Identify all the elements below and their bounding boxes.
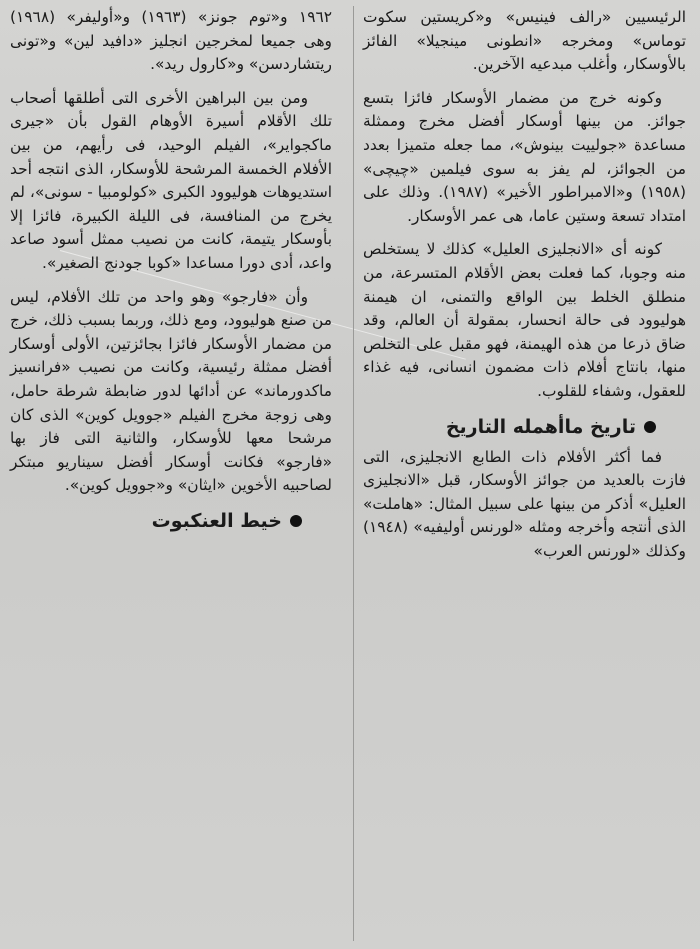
right-column bbox=[363, 6, 686, 573]
left-paragraph-1: ١٩٦٢ و«توم جونز» (١٩٦٣) و«أوليفر» (١٩٦٨) وهى جميعا لمخرجين انجليز «دافيد لين» و«تونى ريتشاردسن» و«كارول ريد». bbox=[10, 8, 332, 74]
column-divider bbox=[353, 6, 354, 941]
section-heading-history-text: تاريخ ماأهمله التاريخ bbox=[445, 415, 636, 438]
right-paragraph-3: كونه أى «الانجليزى العليل» كذلك لا يستخلص منه وجوبا، كما فعلت بعض الأقلام المتسرعة، من منطلق الخلط بين الواقع والتمنى، ان هيمنة هوليوود فى حالة انحسار، بمقولة أن العالم، وقد ضاق ذرعا من هذه الهيمنة، فهو مقبل على التخلص منها، بانتاج أفلام ذات مضمون انسانى، فيه غذاء للعقول، وشفاء للقلوب. bbox=[363, 240, 686, 400]
bullet-icon bbox=[644, 421, 656, 433]
right-paragraph-4: فما أكثر الأفلام ذات الطابع الانجليزى، التى فازت بالعديد من جوائز الأوسكار، قبل «الانجليزى العليل» أذكر من بينها على سبيل المثال: «هاملت» الذى أنتجه وأخرجه ومثله «لورنس أوليفيه» (١٩٤٨) وكذلك «لورنس العرب» bbox=[363, 447, 686, 560]
section-heading-history bbox=[363, 414, 686, 440]
section-heading-spider bbox=[10, 508, 332, 534]
left-paragraph-2: ومن بين البراهين الأخرى التى أطلقها أصحاب تلك الأقلام أسيرة الأوهام القول بأن «جيرى ماكجواير»، الفيلم الوحيد، فى رأيهم، من بين الأفلام الخمسة المرشحة للأوسكار، الذى انتجه أحد استديوهات هوليوود الكبرى «كولومبيا - سونى»، لم يخرج من المنافسة، فى الليلة الكبيرة، فائزا إلا بأوسكار يتيمة، كانت من نصيب ممثل أسود صاعد واعد، أدى دورا مساعدا «كوبا جودنج الصغير». bbox=[10, 88, 332, 272]
bullet-icon bbox=[290, 515, 302, 527]
left-paragraph-3: وأن «فارجو» وهو واحد من تلك الأفلام، ليس من صنع هوليوود، ومع ذلك، وربما بسبب ذلك، خرج من مضمار الأوسكار فائزا بجائزتين، الأولى أوسكار أفضل ممثلة رئيسية، وكانت من نصيب «فرانسيز ماكدورماند» عن أدائها لدور ضابطة شرطة حامل، وهى زوجة مخرج الفيلم «جوويل كوين» الذى كان مرشحا معها للأوسكار، والثانية التى فاز بها «فارجو» فكانت أوسكار أفضل سيناريو مبتكر لصاحبيه الأخوين «ايثان» و«جوويل كوين». bbox=[10, 287, 332, 495]
section-heading-spider-text: خيط العنكبوت bbox=[151, 509, 282, 532]
right-paragraph-1: الرئيسيين «رالف فينيس» و«كريستين سكوت توماس» ومخرجه «انطونى مينجيلا» الفائز بالأوسكار، وأغلب مبدعيه الآخرين. bbox=[363, 8, 686, 74]
left-column bbox=[10, 6, 332, 540]
right-paragraph-2: وكونه خرج من مضمار الأوسكار فائزا بتسع جوائز. من بينها أوسكار أفضل مخرج وممثلة مساعدة «جولييت بينوش»، مما جعله متميزا بعدد من الجوائز، لم يفز به سوى فيلمين «چيچى» (١٩٥٨) و«الامبراطور الأخير» (١٩٨٧). وذلك على امتداد تسعة وستين عاما، هى عمر الأوسكار. bbox=[363, 88, 686, 225]
